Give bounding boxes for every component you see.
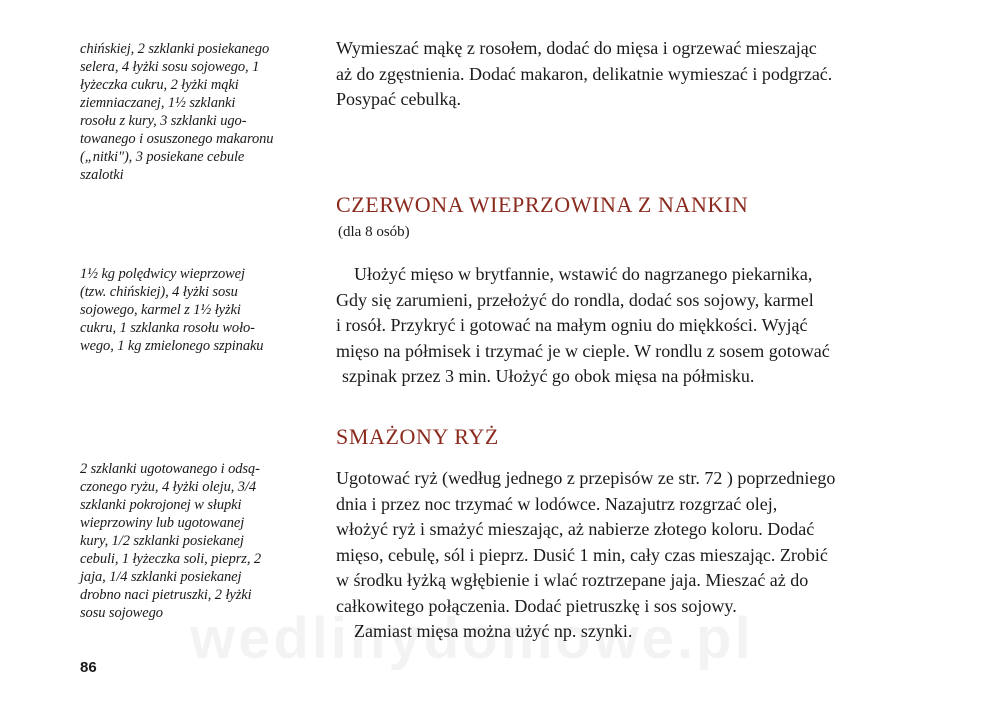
ingredient-line: rosołu z kury, 3 szklanki ugo-	[80, 113, 247, 129]
page-number: 86	[80, 659, 97, 676]
ingredient-line: łyżeczka cukru, 2 łyżki mąki	[80, 77, 239, 93]
ingredient-line: kury, 1/2 szklanki posiekanej	[80, 533, 244, 549]
ingredient-line: cebuli, 1 łyżeczka soli, pieprz, 2	[80, 551, 262, 567]
ingredients-list-continued	[80, 40, 305, 184]
recipe-servings: (dla 8 osób)	[338, 224, 410, 240]
ingredient-line: 1½ kg polędwicy wieprzowej	[80, 266, 245, 282]
paragraph-line: dnia i przez noc trzymać w lodówce. Nazajutrz rozgrzać olej,	[336, 493, 778, 514]
paragraph-line: Gdy się zarumieni, przełożyć do rondla, dodać sos sojowy, karmel	[336, 289, 814, 310]
recipe-title-smazony-ryz: SMAŻONY RYŻ	[336, 424, 499, 449]
ingredient-line: sosu sojowego	[80, 605, 163, 621]
ingredient-line: wieprzowiny lub ugotowanej	[80, 515, 245, 531]
ingredient-line: cukru, 1 szklanka rosołu woło-	[80, 320, 255, 336]
paragraph-line: Wymieszać mąkę z rosołem, dodać do mięsa i ogrzewać mieszając	[336, 38, 817, 58]
paragraph-line: Posypać cebulką.	[336, 89, 461, 109]
ingredient-line: 2 szklanki ugotowanego i odsą-	[80, 461, 260, 477]
top-paragraph	[336, 36, 926, 113]
paragraph-line: Zamiast mięsa można użyć np. szynki.	[336, 621, 633, 641]
ingredients-list-czerwona-wieprzowina	[80, 265, 305, 355]
ingredient-line: („nitki"), 3 posiekane cebule	[80, 149, 245, 165]
paragraph-line: szpinak przez 3 min. Ułożyć go obok mięsa na półmisku.	[342, 366, 755, 386]
ingredient-line: czonego ryżu, 4 łyżki oleju, 3/4	[80, 479, 257, 495]
paragraph-line: w środku łyżką wgłębienie i wlać roztrzepane jaja. Mieszać aż do	[336, 570, 809, 590]
ingredient-line: selera, 4 łyżki sosu sojowego, 1	[80, 59, 260, 75]
ingredient-line: chińskiej, 2 szklanki posiekanego	[80, 41, 270, 57]
ingredient-line: towanego i osuszonego makaronu	[80, 131, 274, 147]
ingredient-line: (tzw. chińskiej), 4 łyżki sosu	[80, 284, 238, 300]
ingredient-line: ziemniaczanej, 1½ szklanki	[80, 95, 236, 111]
watermark	[190, 605, 754, 672]
ingredient-line: szalotki	[80, 167, 124, 183]
paragraph-line: Ułożyć mięso w brytfannie, wstawić do nagrzanego piekarnika,	[354, 264, 813, 284]
paragraph-line: i rosół. Przykryć i gotować na małym ogniu do miękkości. Wyjąć	[336, 315, 808, 335]
paragraph-line: włożyć ryż i smażyć mieszając, aż nabierze złotego koloru. Dodać	[336, 519, 815, 539]
ingredient-line: wego, 1 kg zmielonego szpinaku	[80, 338, 264, 354]
ingredient-line: szklanki pokrojonej w słupki	[80, 497, 242, 513]
ingredients-list-smazony-ryz	[80, 460, 305, 622]
ingredient-line: drobno naci pietruszki, 2 łyżki	[80, 587, 252, 603]
paragraph-line: mięso na półmisek i trzymać je w cieple. W rondlu z sosem gotować	[336, 340, 830, 361]
paragraph-line: całkowitego połączenia. Dodać pietruszkę i sos sojowy.	[336, 595, 737, 616]
ingredient-line: sojowego, karmel z 1½ łyżki	[80, 302, 241, 318]
recipe-instructions-czerwona-wieprzowina	[336, 262, 926, 390]
paragraph-line: Ugotować ryż (według jednego z przepisów ze str. 72 ) poprzedniego	[336, 468, 836, 488]
ingredient-line: jaja, 1/4 szklanki posiekanej	[80, 569, 242, 585]
recipe-title-czerwona-wieprzowina: CZERWONA WIEPRZOWINA Z NANKIN	[336, 192, 749, 217]
paragraph-line: mięso, cebulę, sól i pieprz. Dusić 1 min, cały czas mieszając. Zrobić	[336, 544, 828, 565]
paragraph-line: aż do zgęstnienia. Dodać makaron, delikatnie wymieszać i podgrzać.	[336, 63, 833, 84]
